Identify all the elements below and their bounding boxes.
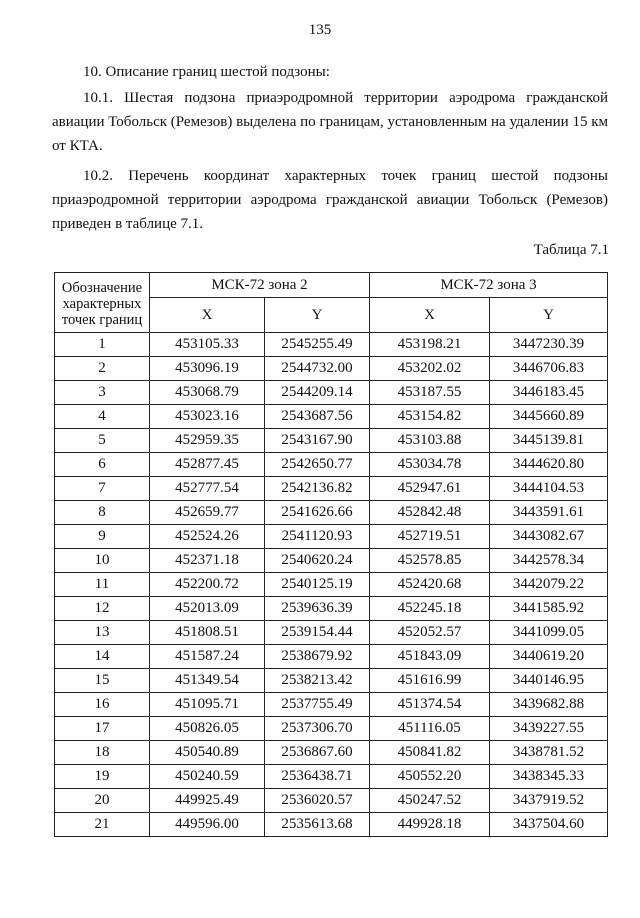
cell-zone2-y: 2542136.82 [265, 477, 370, 501]
cell-point-number: 18 [55, 741, 150, 765]
cell-zone3-y: 3437504.60 [490, 813, 608, 837]
table-row [55, 573, 608, 597]
cell-point-number: 19 [55, 765, 150, 789]
coordinates-table [54, 272, 608, 837]
cell-zone2-x: 452200.72 [150, 573, 265, 597]
cell-zone2-x: 452959.35 [150, 429, 265, 453]
cell-point-number: 8 [55, 501, 150, 525]
cell-zone2-y: 2537306.70 [265, 717, 370, 741]
cell-zone3-y: 3445660.89 [490, 405, 608, 429]
cell-zone3-y: 3442079.22 [490, 573, 608, 597]
cell-zone3-x: 452420.68 [370, 573, 490, 597]
cell-zone2-x: 453105.33 [150, 333, 265, 357]
table-row [55, 765, 608, 789]
cell-zone3-x: 453103.88 [370, 429, 490, 453]
table-row [55, 501, 608, 525]
cell-point-number: 16 [55, 693, 150, 717]
cell-zone2-x: 451808.51 [150, 621, 265, 645]
cell-point-number: 3 [55, 381, 150, 405]
table-row [55, 741, 608, 765]
header-zone-3: МСК-72 зона 3 [370, 273, 608, 298]
header-zone2-y: Y [265, 298, 370, 333]
cell-zone3-y: 3443591.61 [490, 501, 608, 525]
cell-point-number: 9 [55, 525, 150, 549]
cell-zone3-x: 452947.61 [370, 477, 490, 501]
cell-zone2-y: 2539154.44 [265, 621, 370, 645]
cell-zone2-y: 2541626.66 [265, 501, 370, 525]
cell-zone2-y: 2540125.19 [265, 573, 370, 597]
section-heading: 10. Описание границ шестой подзоны: [83, 64, 330, 80]
cell-zone3-y: 3444104.53 [490, 477, 608, 501]
cell-zone3-x: 452719.51 [370, 525, 490, 549]
cell-zone2-y: 2544209.14 [265, 381, 370, 405]
cell-zone3-x: 453034.78 [370, 453, 490, 477]
table-row [55, 693, 608, 717]
cell-zone3-x: 452052.57 [370, 621, 490, 645]
cell-zone2-x: 450540.89 [150, 741, 265, 765]
cell-point-number: 21 [55, 813, 150, 837]
cell-zone3-y: 3440146.95 [490, 669, 608, 693]
table-row [55, 813, 608, 837]
cell-zone3-x: 451843.09 [370, 645, 490, 669]
cell-point-number: 6 [55, 453, 150, 477]
table-row [55, 525, 608, 549]
cell-zone2-x: 453096.19 [150, 357, 265, 381]
cell-zone3-x: 450247.52 [370, 789, 490, 813]
table-row [55, 381, 608, 405]
cell-zone2-x: 452877.45 [150, 453, 265, 477]
cell-zone2-y: 2542650.77 [265, 453, 370, 477]
cell-point-number: 13 [55, 621, 150, 645]
table-header [55, 273, 608, 333]
cell-zone2-y: 2538679.92 [265, 645, 370, 669]
cell-zone3-y: 3443082.67 [490, 525, 608, 549]
cell-zone3-x: 450552.20 [370, 765, 490, 789]
cell-point-number: 12 [55, 597, 150, 621]
table-row [55, 621, 608, 645]
cell-zone3-y: 3442578.34 [490, 549, 608, 573]
cell-zone3-x: 451374.54 [370, 693, 490, 717]
cell-point-number: 20 [55, 789, 150, 813]
header-zone3-x: X [370, 298, 490, 333]
table-row [55, 669, 608, 693]
cell-zone2-x: 452371.18 [150, 549, 265, 573]
cell-zone2-x: 453068.79 [150, 381, 265, 405]
table-row [55, 645, 608, 669]
paragraph-10-1: 10.1. Шестая подзона приаэродромной территории аэродрома гражданской авиации Тобольск (Ремезов) выделена по границам, установленным на удалении 15 км от КТА. [52, 90, 608, 154]
cell-zone2-x: 449925.49 [150, 789, 265, 813]
cell-zone3-y: 3438781.52 [490, 741, 608, 765]
cell-zone2-x: 453023.16 [150, 405, 265, 429]
cell-zone3-x: 453202.02 [370, 357, 490, 381]
cell-zone2-y: 2543167.90 [265, 429, 370, 453]
cell-zone2-x: 450826.05 [150, 717, 265, 741]
cell-zone3-y: 3446183.45 [490, 381, 608, 405]
table-row [55, 717, 608, 741]
cell-zone3-x: 450841.82 [370, 741, 490, 765]
cell-point-number: 4 [55, 405, 150, 429]
cell-point-number: 1 [55, 333, 150, 357]
table-row [55, 405, 608, 429]
table-row [55, 429, 608, 453]
cell-zone2-y: 2543687.56 [265, 405, 370, 429]
table-row [55, 453, 608, 477]
header-point-designation: Обозначение характерных точек границ [55, 273, 150, 333]
cell-zone3-y: 3441585.92 [490, 597, 608, 621]
cell-point-number: 10 [55, 549, 150, 573]
cell-point-number: 2 [55, 357, 150, 381]
cell-zone2-y: 2535613.68 [265, 813, 370, 837]
cell-zone3-y: 3447230.39 [490, 333, 608, 357]
cell-zone2-x: 451349.54 [150, 669, 265, 693]
cell-zone3-x: 451116.05 [370, 717, 490, 741]
cell-zone3-x: 452578.85 [370, 549, 490, 573]
cell-zone2-x: 452013.09 [150, 597, 265, 621]
cell-zone2-x: 450240.59 [150, 765, 265, 789]
table-row [55, 477, 608, 501]
header-zone2-x: X [150, 298, 265, 333]
cell-zone3-y: 3445139.81 [490, 429, 608, 453]
cell-zone2-x: 452659.77 [150, 501, 265, 525]
cell-zone3-x: 449928.18 [370, 813, 490, 837]
cell-zone3-y: 3444620.80 [490, 453, 608, 477]
table-row [55, 333, 608, 357]
cell-zone2-x: 451587.24 [150, 645, 265, 669]
cell-zone3-y: 3446706.83 [490, 357, 608, 381]
cell-zone2-x: 449596.00 [150, 813, 265, 837]
table-body [55, 333, 608, 837]
cell-zone2-x: 452777.54 [150, 477, 265, 501]
cell-point-number: 14 [55, 645, 150, 669]
cell-zone3-y: 3439682.88 [490, 693, 608, 717]
table-row [55, 597, 608, 621]
cell-zone3-y: 3437919.52 [490, 789, 608, 813]
paragraph-10-2: 10.2. Перечень координат характерных точек границ шестой подзоны приаэродромной территории аэродрома гражданской авиации Тобольск (Ремезов) приведен в таблице 7.1. [52, 168, 608, 232]
cell-zone2-y: 2541120.93 [265, 525, 370, 549]
cell-point-number: 5 [55, 429, 150, 453]
table-row [55, 549, 608, 573]
cell-zone2-y: 2544732.00 [265, 357, 370, 381]
cell-zone2-y: 2545255.49 [265, 333, 370, 357]
cell-point-number: 17 [55, 717, 150, 741]
cell-zone3-x: 452245.18 [370, 597, 490, 621]
table-row [55, 357, 608, 381]
cell-zone2-y: 2540620.24 [265, 549, 370, 573]
cell-zone3-y: 3438345.33 [490, 765, 608, 789]
cell-zone2-y: 2539636.39 [265, 597, 370, 621]
header-zone-2: МСК-72 зона 2 [150, 273, 370, 298]
cell-zone3-y: 3440619.20 [490, 645, 608, 669]
cell-point-number: 11 [55, 573, 150, 597]
cell-zone3-x: 453198.21 [370, 333, 490, 357]
cell-zone2-y: 2536020.57 [265, 789, 370, 813]
cell-zone3-x: 451616.99 [370, 669, 490, 693]
table-caption: Таблица 7.1 [533, 242, 609, 258]
cell-zone3-x: 453187.55 [370, 381, 490, 405]
cell-zone2-y: 2537755.49 [265, 693, 370, 717]
cell-zone3-y: 3439227.55 [490, 717, 608, 741]
header-zone3-y: Y [490, 298, 608, 333]
cell-zone2-y: 2538213.42 [265, 669, 370, 693]
cell-zone3-y: 3441099.05 [490, 621, 608, 645]
cell-point-number: 15 [55, 669, 150, 693]
table-row [55, 789, 608, 813]
cell-zone2-x: 451095.71 [150, 693, 265, 717]
cell-zone2-y: 2536867.60 [265, 741, 370, 765]
cell-zone2-x: 452524.26 [150, 525, 265, 549]
cell-zone3-x: 453154.82 [370, 405, 490, 429]
page-number: 135 [308, 22, 332, 38]
cell-point-number: 7 [55, 477, 150, 501]
cell-zone2-y: 2536438.71 [265, 765, 370, 789]
cell-zone3-x: 452842.48 [370, 501, 490, 525]
